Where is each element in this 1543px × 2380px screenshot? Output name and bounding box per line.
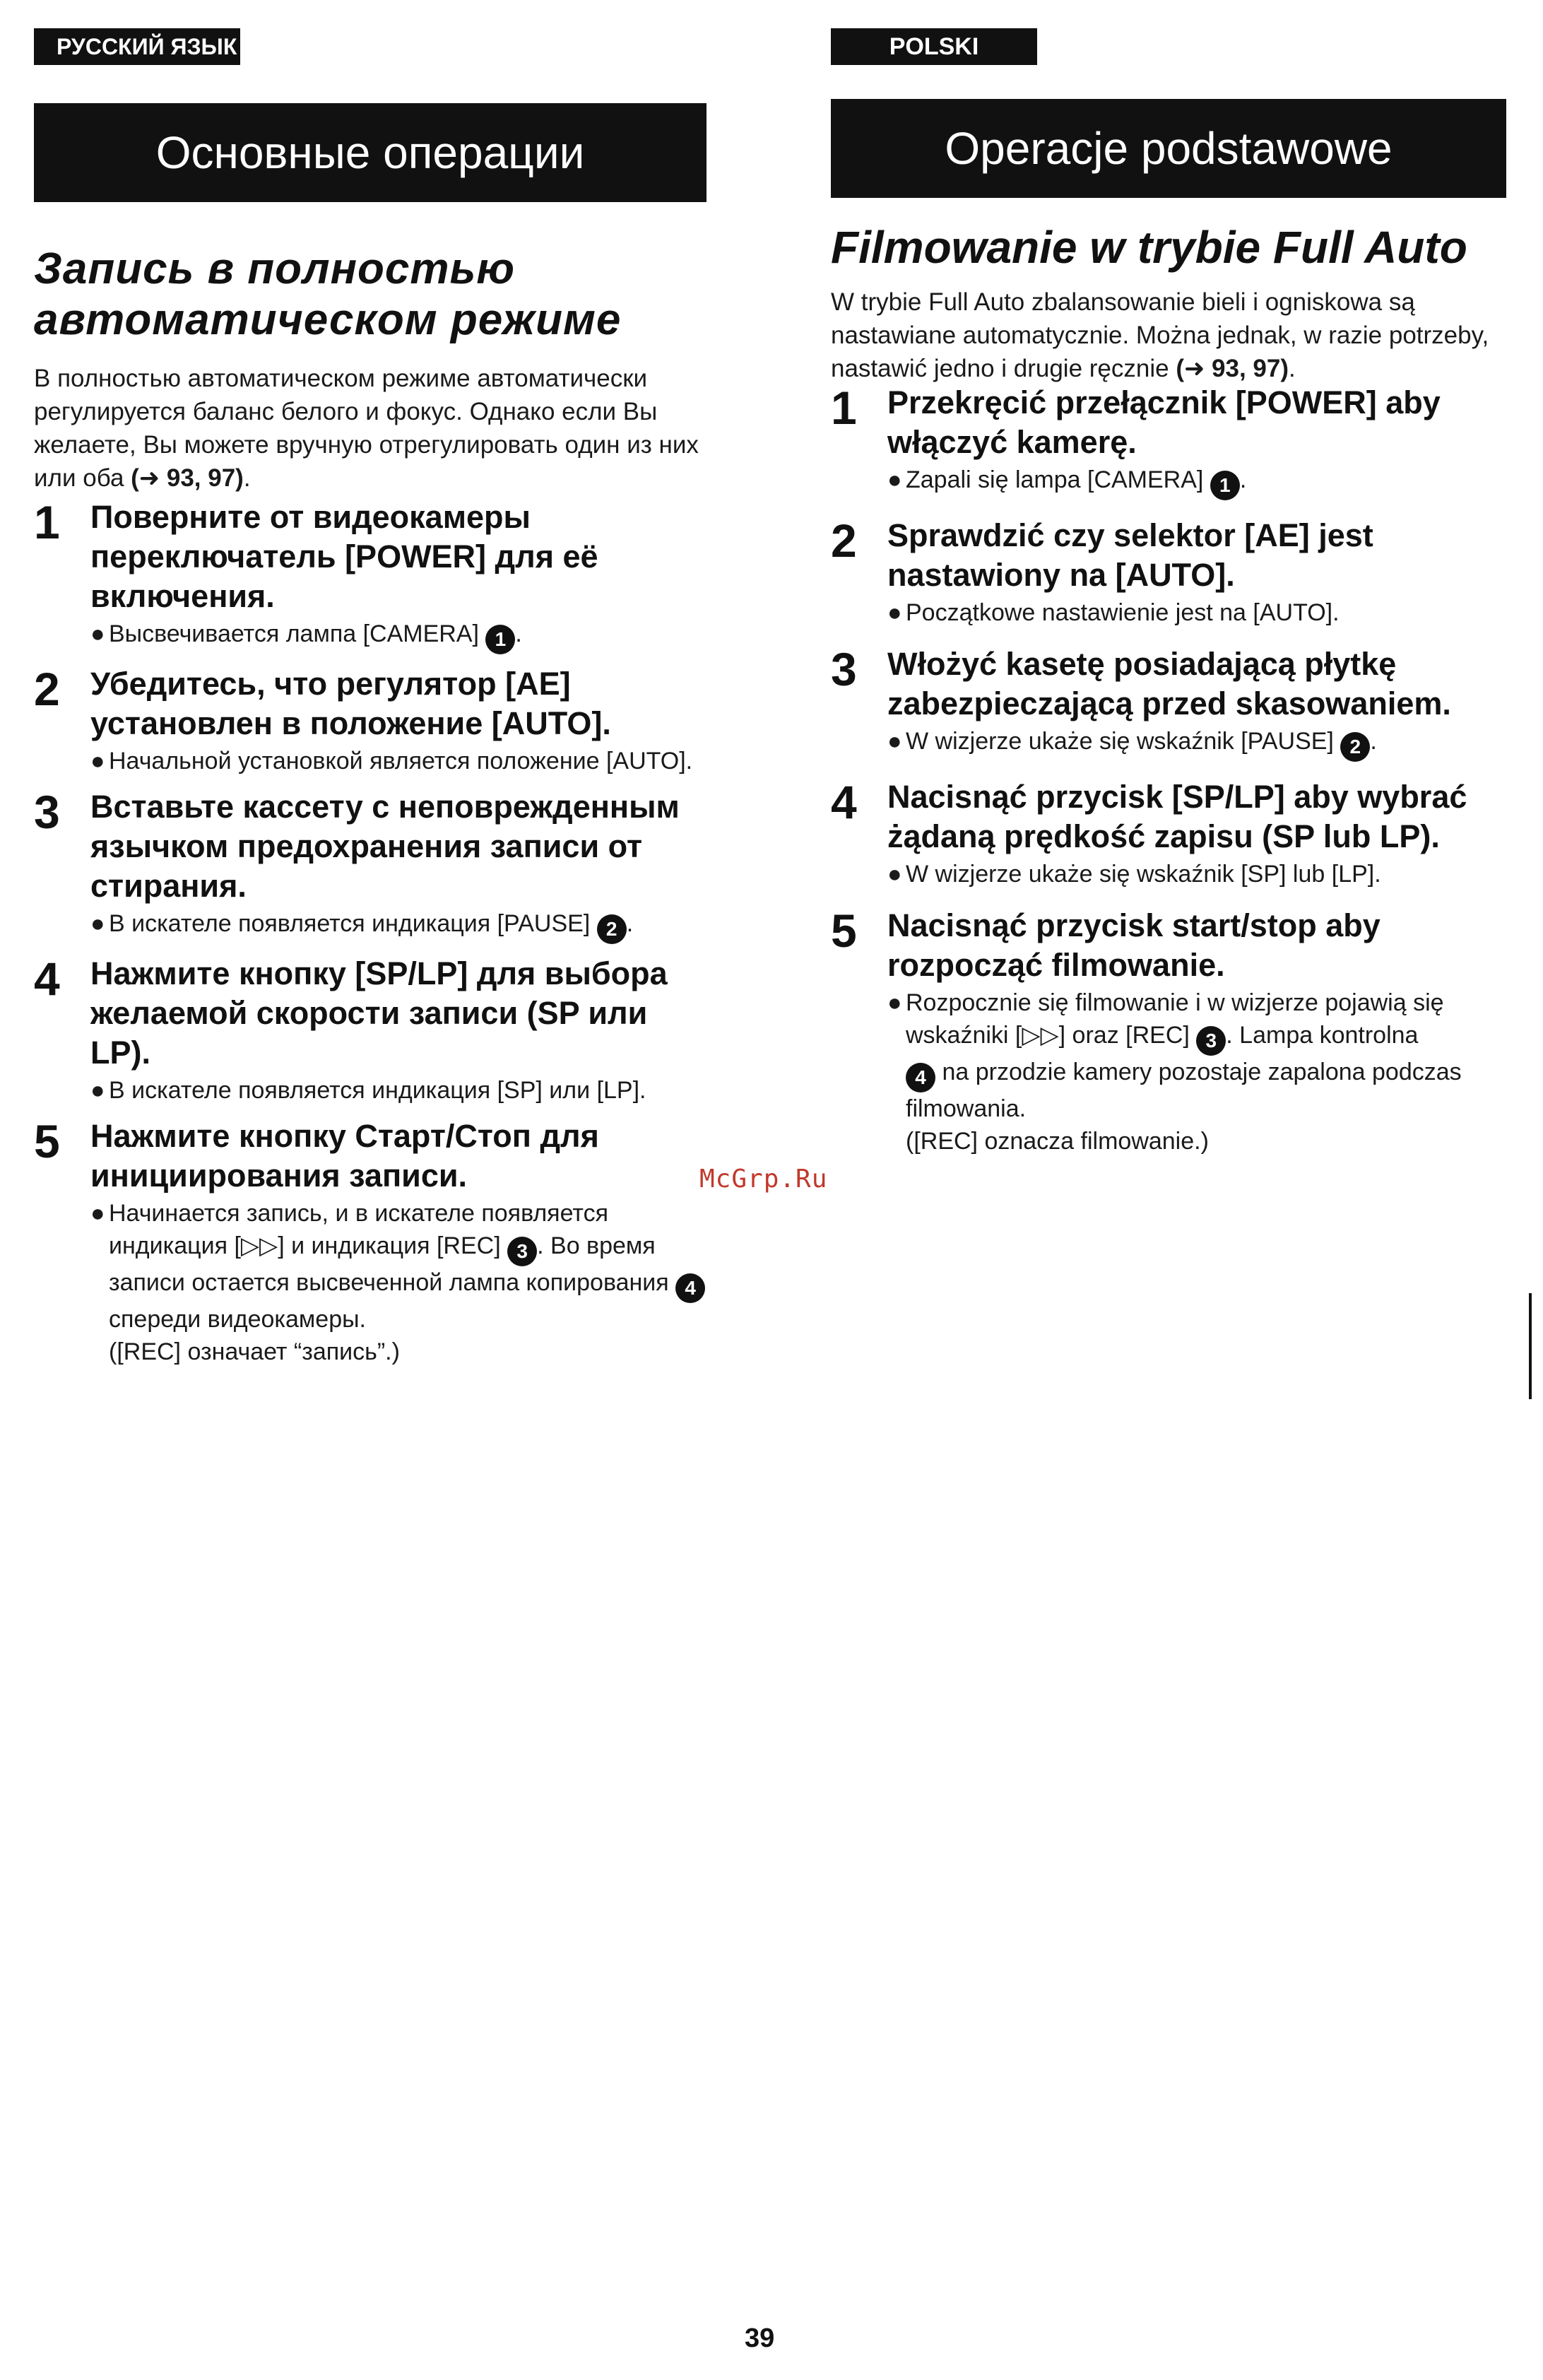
section-banner: Operacje podstawowe bbox=[831, 99, 1506, 198]
bullet-icon: ● bbox=[887, 861, 902, 888]
step-title: Нажмите кнопку Старт/Стоп для инициирования записи. bbox=[90, 1118, 599, 1194]
bullet-icon: ● bbox=[887, 728, 902, 755]
step-title: Włożyć kasetę posiadającą płytkę zabezpieczającą przed skasowaniem. bbox=[887, 646, 1451, 721]
circled-number-3-icon: 3 bbox=[507, 1237, 537, 1266]
bullet-icon: ● bbox=[90, 748, 105, 774]
step-number: 3 bbox=[34, 786, 60, 838]
step-5 bbox=[34, 1117, 712, 1368]
bullet-icon: ● bbox=[90, 910, 105, 937]
section-banner: Основные операции bbox=[34, 103, 707, 202]
steps-list bbox=[34, 497, 712, 1378]
step-title: Поверните от видеокамеры переключатель [POWER] для её включения. bbox=[90, 499, 598, 614]
step-note: ● Начальной установкой является положение [AUTO]. bbox=[90, 745, 712, 777]
watermark: McGrp.Ru bbox=[699, 1165, 828, 1194]
step-4 bbox=[831, 777, 1509, 890]
step-title: Nacisnąć przycisk [SP/LP] aby wybrać żądaną prędkość zapisu (SP lub LP). bbox=[887, 779, 1467, 854]
step-1 bbox=[34, 497, 712, 654]
bullet-icon: ● bbox=[90, 620, 105, 647]
language-tag: РУССКИЙ ЯЗЫК bbox=[34, 28, 240, 65]
step-3 bbox=[831, 644, 1509, 762]
circled-number-4-icon: 4 bbox=[675, 1273, 705, 1303]
step-title: Убедитесь, что регулятор [AE] установлен в положение [AUTO]. bbox=[90, 666, 611, 741]
scan-edge-mark bbox=[1529, 1293, 1532, 1399]
step-note: ● Zapali się lampa [CAMERA] 1 . bbox=[887, 464, 1509, 500]
step-note-extra: ([REC] означает “запись”.) bbox=[109, 1338, 400, 1365]
page-reference: (➜ 93, 97) bbox=[131, 464, 244, 492]
step-2 bbox=[34, 664, 712, 777]
step-number: 3 bbox=[831, 643, 857, 695]
step-number: 5 bbox=[831, 905, 857, 957]
step-note: ● W wizjerze ukaże się wskaźnik [SP] lub [LP]. bbox=[887, 858, 1509, 890]
step-4 bbox=[34, 954, 712, 1107]
circled-number-4-icon: 4 bbox=[906, 1063, 935, 1092]
intro-paragraph: В полностью автоматическом режиме автоматически регулируется баланс белого и фокус. Однако если Вы желаете, Вы можете вручную отрегулировать один из них или оба (➜ 93, 97). bbox=[34, 365, 699, 492]
step-title: Nacisnąć przycisk start/stop aby rozpocząć filmowanie. bbox=[887, 907, 1381, 983]
step-1 bbox=[831, 383, 1509, 500]
circled-number-1-icon: 1 bbox=[485, 625, 515, 654]
step-note-extra: ([REC] oznacza filmowanie.) bbox=[906, 1128, 1209, 1155]
step-title: Przekręcić przełącznik [POWER] aby włączyć kamerę. bbox=[887, 384, 1441, 460]
step-note: ● В искателе появляется индикация [PAUSE] 2 . bbox=[90, 907, 712, 944]
intro-text: В полностью автоматическом режиме автоматически регулируется баланс белого и фокус. Однако если Вы желаете, Вы можете вручную отрегулировать один из них или оба bbox=[34, 365, 699, 492]
step-note: ● В искателе появляется индикация [SP] или [LP]. bbox=[90, 1074, 712, 1107]
bullet-icon: ● bbox=[887, 466, 902, 493]
step-number: 2 bbox=[34, 663, 60, 715]
step-note: ● Rozpocznie się filmowanie i w wizjerze pojawią się wskaźniki [▷▷] oraz [REC] 3 . Lampa kontrolna 4 na przodzie kamery pozostaje zapalona podczas filmowania. ([REC] oznacza filmowanie.) bbox=[887, 986, 1509, 1157]
circled-number-2-icon: 2 bbox=[1340, 732, 1370, 762]
section-title: Запись в полностью автоматическом режиме bbox=[34, 245, 622, 344]
step-title: Вставьте кассету с неповрежденным язычком предохранения записи от стирания. bbox=[90, 789, 680, 904]
steps-list bbox=[831, 383, 1509, 1173]
bullet-icon: ● bbox=[887, 599, 902, 626]
step-2 bbox=[831, 516, 1509, 629]
step-number: 4 bbox=[34, 953, 60, 1005]
step-note: ● Высвечивается лампа [CAMERA] 1 . bbox=[90, 618, 712, 654]
step-note: ● Начинается запись, и в искателе появляется индикация [▷▷] и индикация [REC] 3 . Во время записи остается высвеченной лампа копирования 4 спереди видеокамеры. ([REC] означает “запись”.) bbox=[90, 1197, 712, 1368]
page-reference: (➜ 93, 97) bbox=[1176, 355, 1289, 382]
section-title: Filmowanie w trybie Full Auto bbox=[831, 222, 1467, 273]
step-note: ● Początkowe nastawienie jest na [AUTO]. bbox=[887, 596, 1509, 629]
intro-paragraph: W trybie Full Auto zbalansowanie bieli i ogniskowa są nastawiane automatycznie. Można jednak, w razie potrzeby, nastawić jedno i drugie ręcznie (➜ 93, 97). bbox=[831, 288, 1489, 382]
step-number: 2 bbox=[831, 514, 857, 567]
intro-text: W trybie Full Auto zbalansowanie bieli i ogniskowa są nastawiane automatycznie. Można jednak, w razie potrzeby, nastawić jedno i drugie ręcznie bbox=[831, 288, 1489, 382]
bullet-icon: ● bbox=[90, 1200, 105, 1227]
page-number: 39 bbox=[745, 2323, 775, 2353]
step-3 bbox=[34, 787, 712, 944]
step-note: ● W wizjerze ukaże się wskaźnik [PAUSE] 2 . bbox=[887, 725, 1509, 762]
language-tag: POLSKI bbox=[831, 28, 1037, 65]
step-number: 1 bbox=[34, 496, 60, 548]
bullet-icon: ● bbox=[90, 1077, 105, 1104]
bullet-icon: ● bbox=[887, 989, 902, 1016]
step-title: Нажмите кнопку [SP/LP] для выбора желаемой скорости записи (SP или LP). bbox=[90, 955, 668, 1071]
step-number: 5 bbox=[34, 1115, 60, 1167]
circled-number-3-icon: 3 bbox=[1196, 1026, 1226, 1056]
circled-number-1-icon: 1 bbox=[1210, 471, 1240, 500]
step-5 bbox=[831, 906, 1509, 1157]
step-number: 4 bbox=[831, 776, 857, 828]
step-title: Sprawdzić czy selektor [AE] jest nastawiony na [AUTO]. bbox=[887, 517, 1373, 593]
circled-number-2-icon: 2 bbox=[597, 914, 627, 944]
step-number: 1 bbox=[831, 382, 857, 434]
